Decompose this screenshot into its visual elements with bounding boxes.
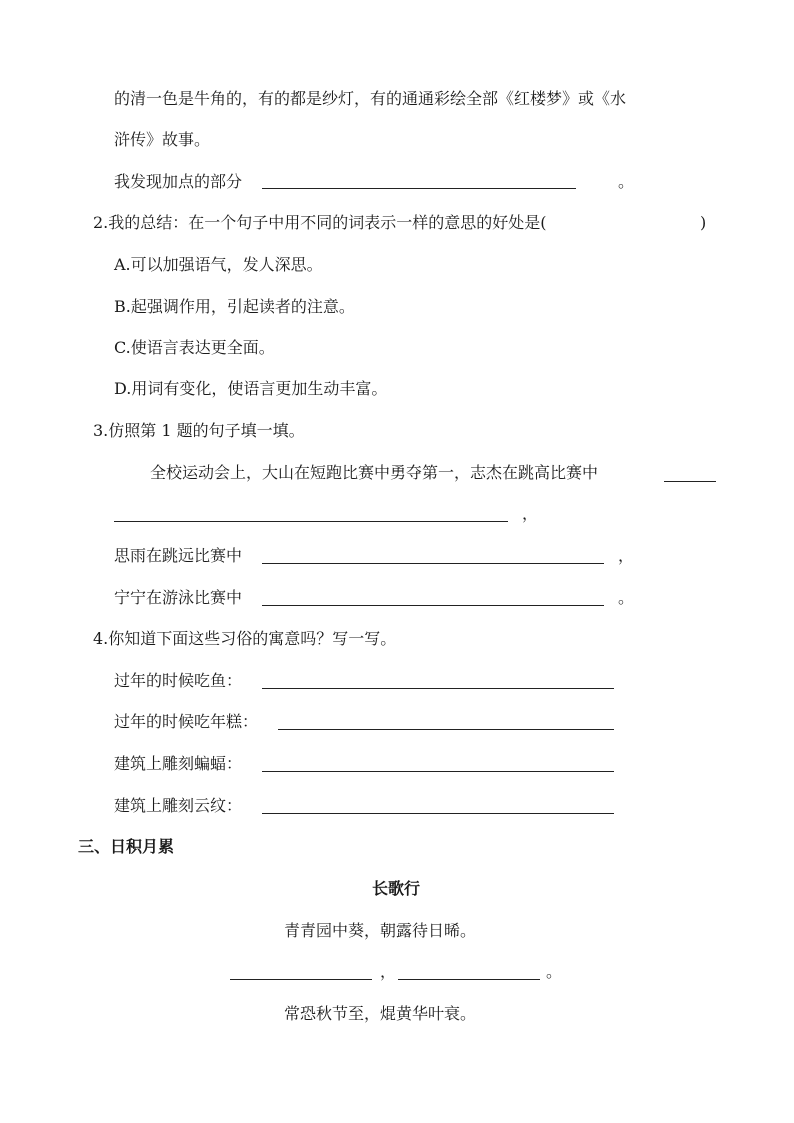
q3-stem: 3.仿照第 1 题的句子填一填。: [93, 421, 305, 440]
poem-blank-2[interactable]: [398, 979, 540, 980]
poem-line-3: 常恐秋节至，焜黄华叶衰。: [284, 1004, 477, 1023]
q3-blank-1a[interactable]: [664, 481, 716, 482]
q1-period: 。: [618, 172, 635, 191]
q2-stem: 2.我的总结：在一个句子中用不同的词表示一样的意思的好处是(: [93, 213, 547, 232]
q4-item-cloud: 建筑上雕刻云纹：: [114, 796, 243, 815]
q4-item-fish: 过年的时候吃鱼：: [114, 671, 243, 690]
q3-comma-1: ，: [522, 504, 539, 523]
poem-comma: ，: [380, 962, 397, 981]
q1-answer-blank[interactable]: [262, 188, 576, 189]
poem-blank-1[interactable]: [230, 979, 372, 980]
q1-text-line-2: 浒传》故事。: [114, 130, 211, 149]
section-3-heading: 三、日积月累: [78, 837, 175, 856]
q3-period: 。: [618, 588, 635, 607]
q3-sentence: 全校运动会上，大山在短跑比赛中勇夺第一，志杰在跳高比赛中: [150, 463, 599, 482]
q4-item-niangao: 过年的时候吃年糕：: [114, 712, 259, 731]
q3-blank-2[interactable]: [262, 563, 604, 564]
q2-paren-close: ): [700, 213, 707, 232]
q3-ningning-label: 宁宁在游泳比赛中: [114, 588, 243, 607]
q4-item-bat: 建筑上雕刻蝙蝠：: [114, 754, 243, 773]
q4-blank-bat[interactable]: [262, 771, 614, 772]
poem-title: 长歌行: [372, 879, 421, 898]
q4-stem: 4.你知道下面这些习俗的寓意吗？写一写。: [93, 629, 397, 648]
q3-blank-1b[interactable]: [114, 521, 508, 522]
q2-option-c[interactable]: C.使语言表达更全面。: [114, 338, 275, 357]
q2-option-a[interactable]: A.可以加强语气，发人深思。: [114, 255, 323, 274]
q4-blank-niangao[interactable]: [278, 729, 614, 730]
q2-option-b[interactable]: B.起强调作用，引起读者的注意。: [114, 297, 355, 316]
q3-comma-2: ，: [618, 546, 635, 565]
poem-line-1: 青青园中葵，朝露待日晞。: [284, 921, 477, 940]
q1-text-line-1: 的清一色是牛角的，有的都是纱灯，有的通通彩绘全部《红楼梦》或《水: [114, 89, 627, 108]
q2-option-d[interactable]: D.用词有变化，使语言更加生动丰富。: [114, 379, 388, 398]
q4-blank-fish[interactable]: [262, 688, 614, 689]
q3-siyu-label: 思雨在跳远比赛中: [114, 546, 243, 565]
q1-found-label: 我发现加点的部分: [114, 172, 243, 191]
poem-period: 。: [546, 962, 563, 981]
q3-blank-3[interactable]: [262, 605, 604, 606]
q4-blank-cloud[interactable]: [262, 813, 614, 814]
